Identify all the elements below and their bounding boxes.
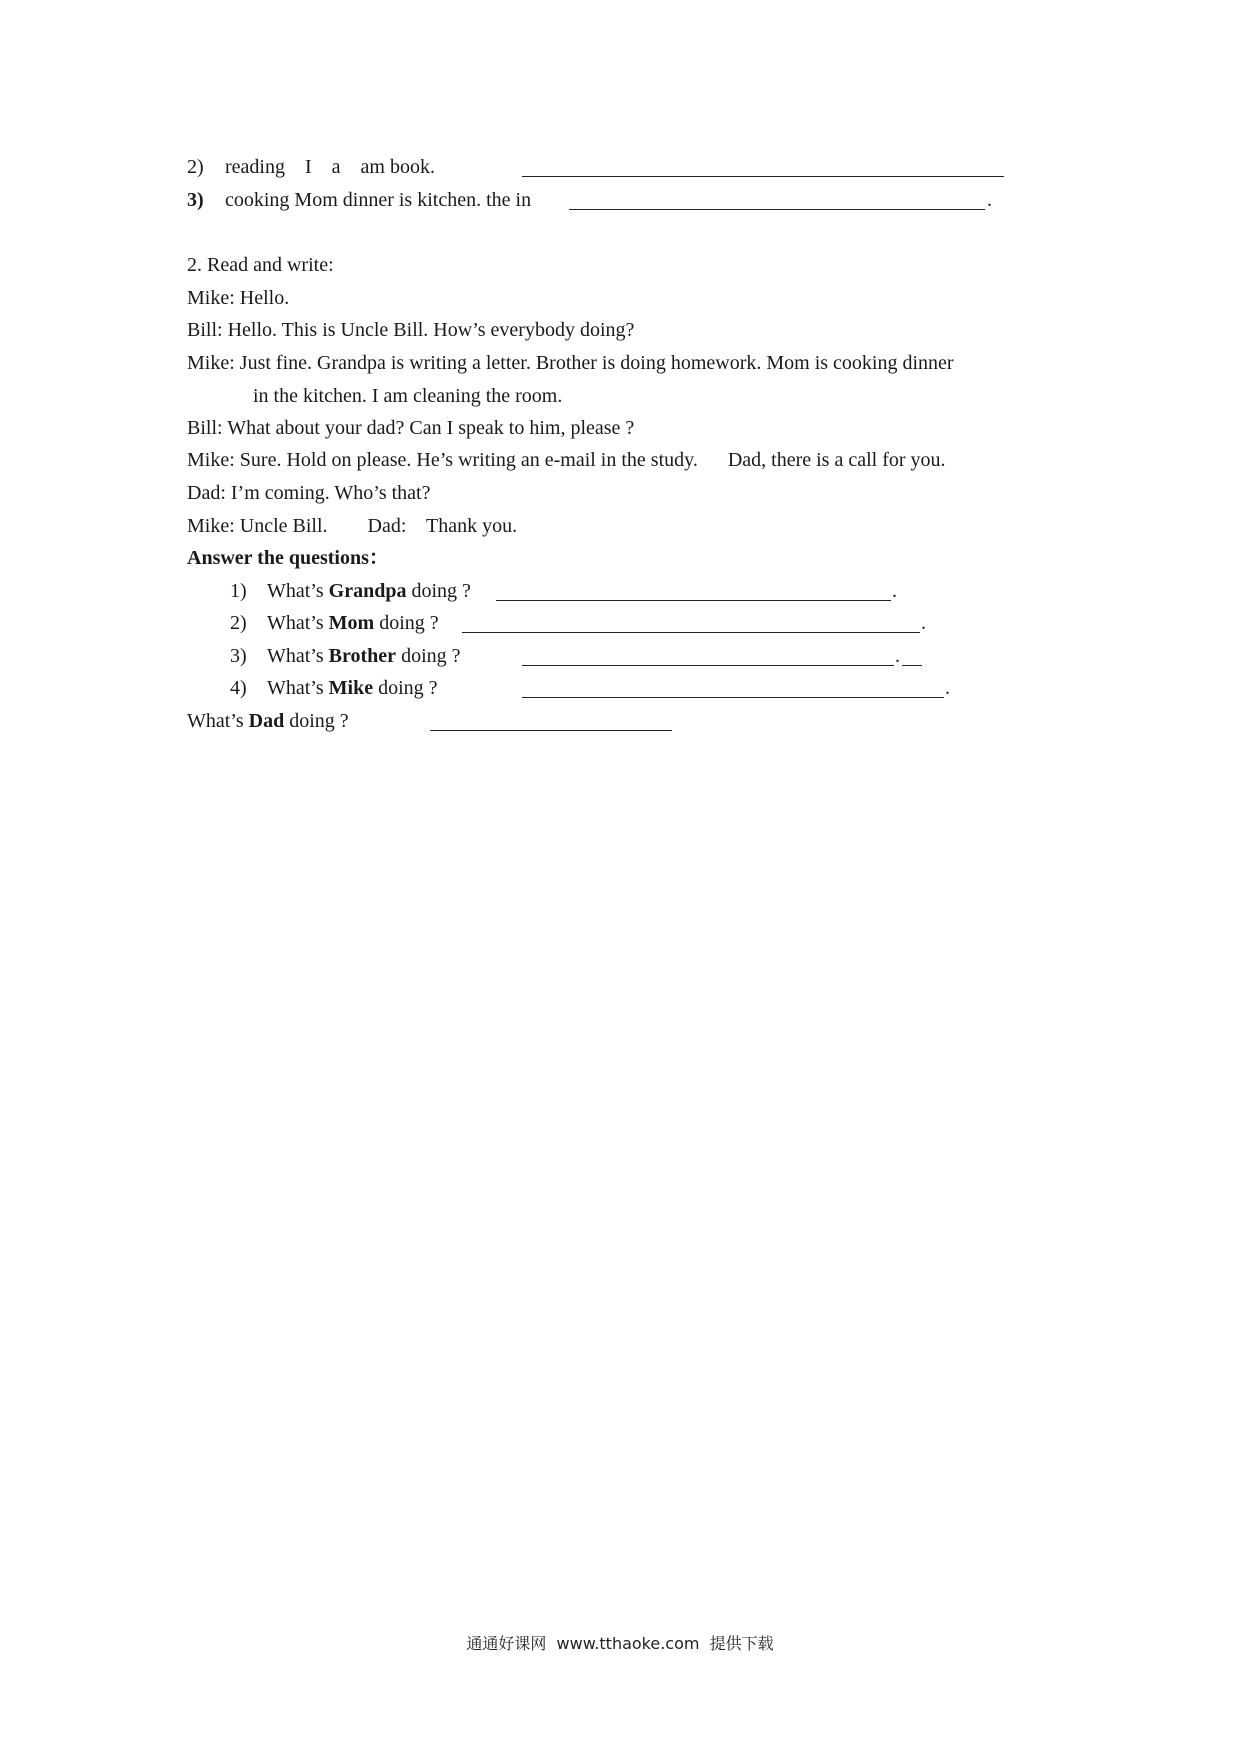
question-2 (230, 611, 439, 635)
question-text: doing ? (406, 580, 471, 602)
question-number: 3) (230, 645, 247, 667)
question-5 (187, 709, 349, 733)
question-text: What’s (267, 580, 329, 602)
question-subject: Brother (328, 645, 397, 667)
answer-blank-question-3-tail (902, 647, 922, 666)
dialogue-line (187, 351, 954, 375)
footer-credit: 通通好课网 www.tthaoke.com 提供下载 (466, 1634, 774, 1653)
question-1 (230, 579, 471, 603)
answer-blank-question-1[interactable] (496, 582, 891, 601)
period: . (921, 612, 926, 634)
exercise1-item-2 (187, 155, 435, 179)
speaker: Bill: (187, 319, 223, 341)
scrambled-words: reading I a am book. (225, 156, 435, 178)
speaker: Mike: (187, 287, 235, 309)
dialogue-text: Just fine. Grandpa is writing a letter. Brother is doing homework. Mom is cooking dinner (234, 352, 954, 374)
question-subject: Dad (248, 710, 285, 732)
speaker: Mike: (187, 352, 235, 374)
question-subject: Grandpa (328, 580, 407, 602)
question-text: What’s (267, 645, 329, 667)
dialogue-text: Hello. (234, 287, 290, 309)
dialogue-line (187, 481, 430, 505)
item-number: 2) (187, 156, 204, 178)
period: . (987, 189, 992, 211)
question-text: What’s (187, 710, 249, 732)
dialogue-line (187, 416, 634, 440)
speaker: Bill: (187, 417, 223, 439)
answer-questions-heading: Answer the questions： (187, 547, 389, 569)
question-subject: Mike (328, 677, 374, 699)
answer-blank-item-2[interactable] (522, 158, 1004, 177)
question-text: What’s (267, 677, 329, 699)
answer-blank-question-3[interactable] (522, 647, 894, 666)
dialogue-line (187, 286, 289, 310)
scrambled-words: cooking Mom dinner is kitchen. the in (225, 189, 532, 211)
question-number: 4) (230, 677, 247, 699)
exercise1-item-3 (187, 188, 531, 212)
dialogue-text: Hello. This is Uncle Bill. How’s everybody doing? (222, 319, 635, 341)
dialogue-line (253, 384, 562, 408)
period: . (895, 645, 900, 667)
answer-blank-item-3[interactable] (569, 191, 985, 210)
question-text: What’s (267, 612, 329, 634)
dialogue-text: I’m coming. Who’s that? (225, 482, 431, 504)
dialogue-text: Sure. Hold on please. He’s writing an e-mail in the study. Dad, there is a call for you. (234, 449, 946, 471)
dialogue-text: in the kitchen. I am cleaning the room. (253, 385, 563, 407)
dialogue-line (187, 514, 517, 538)
question-text: doing ? (396, 645, 461, 667)
answer-blank-question-5[interactable] (430, 712, 672, 731)
speaker: Mike: (187, 515, 235, 537)
dialogue-text: Uncle Bill. Dad: Thank you. (234, 515, 518, 537)
answer-blank-question-2[interactable] (462, 614, 920, 633)
question-text: doing ? (284, 710, 349, 732)
dialogue-line (187, 448, 946, 472)
period: . (945, 677, 950, 699)
question-text: doing ? (374, 612, 439, 634)
speaker: Dad: (187, 482, 226, 504)
question-number: 2) (230, 612, 247, 634)
question-subject: Mom (328, 612, 375, 634)
speaker: Mike: (187, 449, 235, 471)
answer-blank-question-4[interactable] (522, 679, 944, 698)
section-heading: 2. Read and write: (187, 254, 334, 276)
question-4 (230, 676, 438, 700)
question-3 (230, 644, 461, 668)
question-number: 1) (230, 580, 247, 602)
item-number: 3) (187, 189, 204, 211)
period: . (892, 580, 897, 602)
dialogue-text: What about your dad? Can I speak to him, please ? (222, 417, 635, 439)
dialogue-line (187, 318, 634, 342)
question-text: doing ? (373, 677, 438, 699)
